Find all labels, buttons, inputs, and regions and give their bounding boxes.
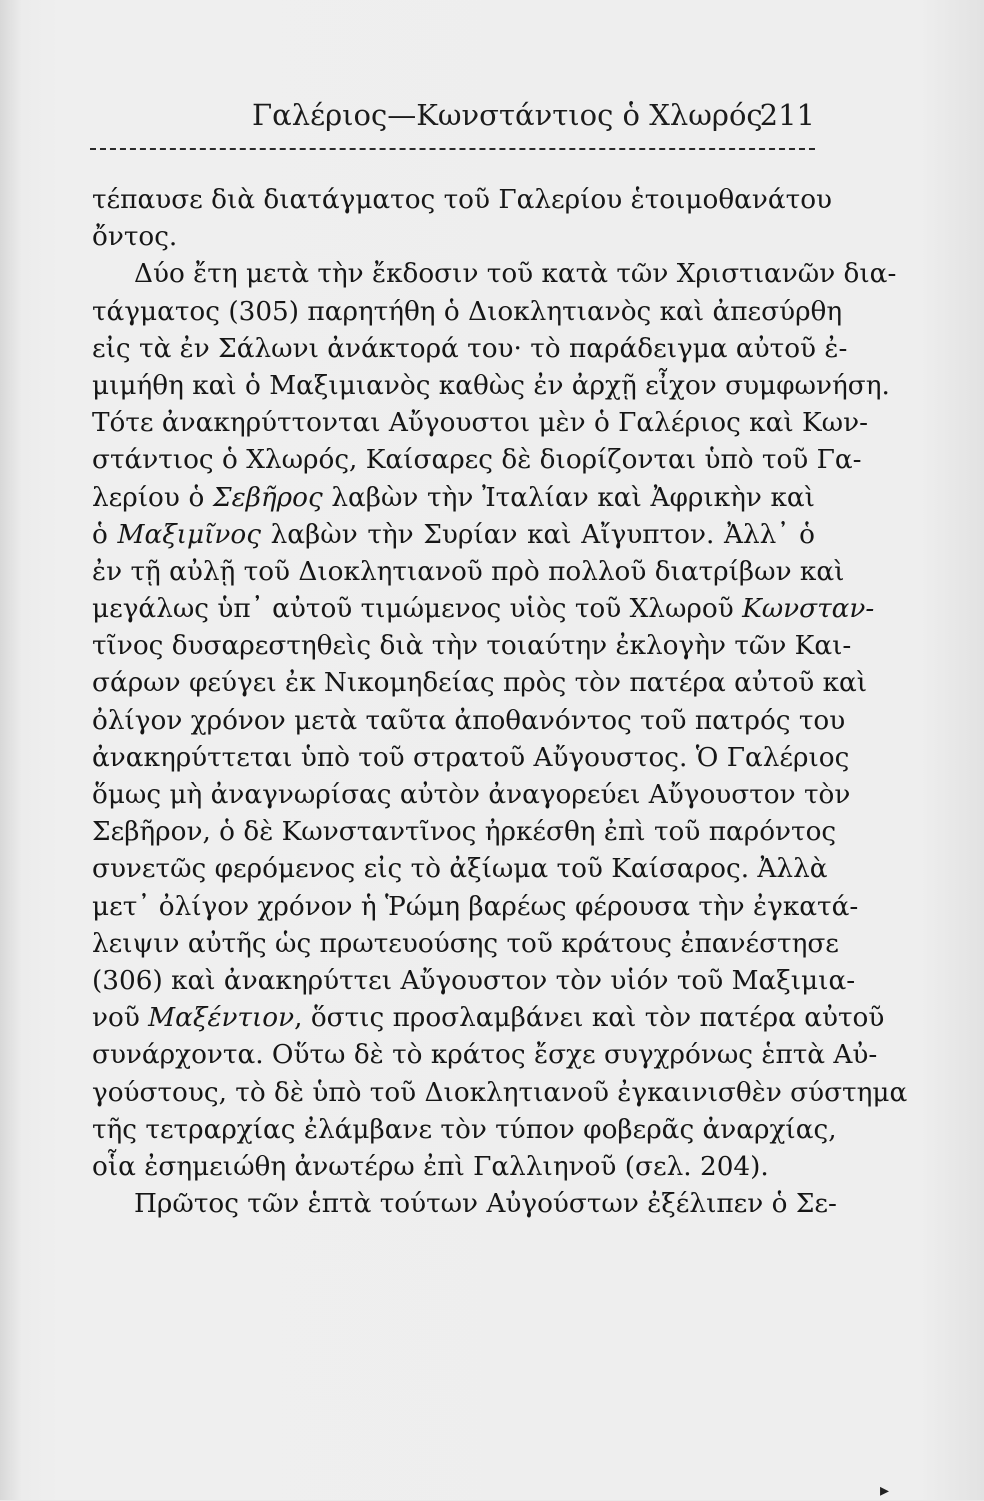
text-line: Τότε ἀνακηρύττονται Αὔγουστοι μὲν ὁ Γαλέριος καὶ Κων- [92, 408, 868, 439]
text-line: στάντιος ὁ Χλωρός, Καίσαρες δὲ διορίζονται ὑπὸ τοῦ Γα- [92, 445, 862, 476]
text-line: λειψιν αὐτῆς ὡς πρωτευούσης τοῦ κράτους ἐπανέστησε [92, 928, 839, 959]
text-line: τέπαυσε διὰ διατάγματος τοῦ Γαλερίου ἑτοιμοθανάτου [92, 185, 833, 215]
text-line: ἐν τῇ αὐλῇ τοῦ Διοκλητιανοῦ πρὸ πολλοῦ διατρίβων καὶ [92, 556, 845, 587]
text-line: ὀλίγον χρόνον μετὰ ταῦτα ἀποθανόντος τοῦ πατρός του [92, 705, 846, 736]
text-line: Σεβῆρον, ὁ δὲ Κωνσταντῖνος ἠρκέσθη ἐπὶ τοῦ παρόντος [92, 817, 837, 848]
page-header [90, 98, 815, 148]
running-title: Γαλέριος—Κωνστάντιος ὁ Χλωρός [252, 98, 763, 132]
text-line: σάρων φεύγει ἐκ Νικομηδείας πρὸς τὸν πατέρα αὐτοῦ καὶ [92, 668, 868, 699]
text-line: ὄντος. [92, 222, 178, 253]
text-line: (306) καὶ ἀνακηρύττει Αὔγουστον τὸν υἱόν τοῦ Μαξιμια- [92, 965, 856, 996]
text-line: συνετῶς φερόμενος εἰς τὸ ἀξίωμα τοῦ Καίσαρος. Ἀλλὰ [92, 854, 828, 885]
text-line: τῆς τετραρχίας ἐλάμβανε τὸν τύπον φοβερᾶς ἀναρχίας, [92, 1114, 837, 1145]
page-number: 211 [759, 98, 815, 132]
text-line: μετ᾽ ὀλίγον χρόνον ἡ Ῥώμη βαρέως φέρουσα τὴν ἐγκατά- [92, 891, 859, 922]
italic-name: Μαξιμῖνος [117, 519, 261, 550]
text-line: Πρῶτος τῶν ἑπτὰ τούτων Αὐγούστων ἐξέλιπεν ὁ Σε- [134, 1189, 837, 1220]
text-line: μιμήθη καὶ ὁ Μαξιμιανὸς καθὼς ἐν ἀρχῇ εἶχον συμφωνήση. [92, 370, 890, 401]
text-line: γούστους, τὸ δὲ ὑπὸ τοῦ Διοκλητιανοῦ ἐγκαινισθὲν σύστημα [92, 1077, 908, 1108]
text-line: ὁ Μαξιμῖνος λαβὼν τὴν Συρίαν καὶ Αἴγυπτον. Ἀλλ᾽ ὁ [92, 519, 815, 550]
text-line: λερίου ὁ Σεβῆρος λαβὼν τὴν Ἰταλίαν καὶ Ἀφρικὴν καὶ [92, 482, 815, 513]
header-divider [90, 148, 815, 150]
text-line: νοῦ Μαξέντιον, ὅστις προσλαμβάνει καὶ τὸν πατέρα αὐτοῦ [92, 1003, 885, 1034]
italic-name: Μαξέντιον [148, 1003, 295, 1034]
text-line: Δύο ἔτη μετὰ τὴν ἔκδοσιν τοῦ κατὰ τῶν Χριστιανῶν δια- [134, 259, 897, 290]
text-line: ὅμως μὴ ἀναγνωρίσας αὐτὸν ἀναγορεύει Αὔγουστον τὸν [92, 780, 851, 810]
text-line: ἀνακηρύττεται ὑπὸ τοῦ στρατοῦ Αὔγουστος. Ὁ Γαλέριος [92, 742, 850, 773]
text-line: οἷα ἐσημειώθη ἀνωτέρω ἐπὶ Γαλλιηνοῦ (σελ. 204). [92, 1151, 769, 1182]
body-text [92, 182, 908, 1223]
text-line: μεγάλως ὑπ᾽ αὐτοῦ τιμώμενος υἱὸς τοῦ Χλωροῦ Κωνσταν- [92, 594, 875, 625]
text-line: εἰς τὰ ἐν Σάλωνι ἀνάκτορά του· τὸ παράδειγμα αὐτοῦ ἐ- [92, 333, 848, 364]
italic-name: Κωνσταν- [742, 594, 875, 625]
text-line: τῖνος δυσαρεστηθεὶς διὰ τὴν τοιαύτην ἐκλογὴν τῶν Και- [92, 631, 852, 662]
page-edge-mark: ▸ [880, 1480, 890, 1501]
text-line: συνάρχοντα. Οὕτω δὲ τὸ κράτος ἔσχε συγχρόνως ἑπτὰ Αὐ- [92, 1040, 878, 1071]
text-line: τάγματος (305) παρητήθη ὁ Διοκλητιανὸς καὶ ἀπεσύρθη [92, 296, 843, 327]
italic-name: Σεβῆρος [213, 482, 323, 513]
